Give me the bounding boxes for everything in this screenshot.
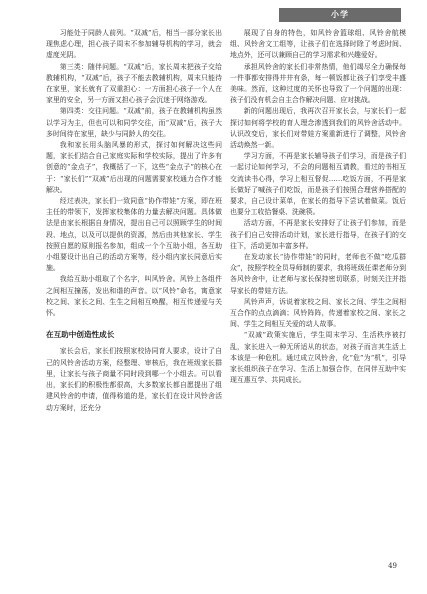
paragraph: 家长会后，家长们按照家校协同育人要求，设计了自己的风铃舍活动方案，经整理、审核后，我在班级家长群里，让家长与孩子商量不同时段到哪一个小组去。可以看出，家长们的积极性都很高，大多数家长都自愿提出了组建风铃舍的申请，值得称道的是，家长们在设计风铃舍活动方案时，还充分 [46,347,222,412]
paragraph: 我给互助小组取了个名字，叫风铃舍。风铃上各组件之间相互撞荡，发出和谐的声音。以“风铃”命名，寓意家校之间、家长之间、生生之间相互唤醒，相互传递爱与关怀。 [46,275,222,318]
section-label: 小学 [279,8,401,22]
section-heading: 在互助中创造性成长 [46,330,115,340]
paragraph: 新的问题出现后，我再次召开家长会，与家长们一起探讨如何将学校的育人理念渗透到我们的风铃舍活动中。认识改变后，家长们对带娃方案重新进行了调整，风铃舍活动焕然一新。 [230,107,406,150]
paragraph: 第四类：交往问题。“双减”前，孩子在教辅机构虽然以学习为主，但也可以和同学交往，而“双减”后，孩子大多时间待在家里，缺少与同龄人的交往。 [46,107,222,138]
left-column [46,28,222,414]
paragraph: 习能处于同龄人前列。“双减”后，相当一部分家长出现焦虑心理，担心孩子周末不参加辅导机构的学习，就会虚度光阴。 [46,29,222,60]
paragraph: “双减”政策实施后，学生周末学习、生活秩序被打乱，家长进入一种无所适从的状态，对孩子而言其生活上本该是一种危机。通过成立风铃舍，化“危”为“机”，引导家长组织孩子在学习、生活上加强合作，在同伴互助中实现互惠互学、共同成长。 [230,331,406,385]
paragraph: 风铃声声，诉说着家校之间、家长之间、学生之间相互合作的点点滴滴；风铃阵阵，传递着家校之间、家长之间、学生之间相互关爱的动人故事。 [230,297,406,329]
paragraph: 活动方面，不再是家长安排好了让孩子们参加，而是孩子们自己安排活动计划，家长进行指导，在孩子们的交往下，活动更加丰富多样。 [230,219,406,250]
paragraph: 我和家长用头脑风暴的形式，探讨如何解决这些问题，家长们结合自己家庭实际和学校实际，提出了许多有创意的“金点子”，我概括了一下，这些“金点子”的核心在于：“家长们”“双减”后出现的问题需要家校通力合作才能解决。 [46,141,222,194]
paragraph: 经过表决，家长们一致同意“协作带娃”方案，即在班主任的带领下，发挥家校集体的力量去解决问题。具体做法是由家长根据自身情况，提出自己可以照顾学生的时间段、地点，以及可以提供的资源，然后由其他家长、学生按照自愿的原则报名参加，组成一个个互助小组，各互助小组要设计出自己的活动方案等，经小组内家长同意后实施。 [46,197,222,273]
right-column [230,28,406,387]
paragraph: 承担风铃舍的家长们非常热情，他们竭尽全力确保每一件事都安排得井井有条，每一顿饭都让孩子们享受丰盛美味。然而，这种过度的关怀也导致了一个问题的出现：孩子们没有机会自主合作解决问题、应对挑战。 [230,62,406,105]
paragraph: 在发动家长“协作带娃”的同时，老师也不做“吃瓜群众”，按照学校全员导师制的要求，我将班级任课老师分到各风铃舍中，让老师与家长保持密切联系，时刻关注并指导家长的带娃方法。 [230,253,406,295]
paragraph: 学习方面，不再是家长辅导孩子们学习，而是孩子们一起讨论如何学习，不会的问题相互请教，看过的书相互交流读书心得，学习上相互督促……吃饭方面，不再是家长做好了喊孩子们吃饭，而是孩子们按照合理营养搭配的要求，自己设计菜单，在家长的指导下尝试着做菜。饭后也要分工收拾餐桌、洗碗筷。 [230,152,406,217]
paragraph: 展现了自身的特色，如风铃舍篮球组、风铃舍航模组、风铃舍文工组等，让孩子们在选择时除了考虑时间、地点外，还可以兼顾自己的学习需求和兴趣爱好。 [230,29,406,60]
paragraph: 第三类：随伴问题。“双减”后，家长周末把孩子交给教辅机构，“双减”后，孩子不能去教辅机构，周末只能待在家里，家长就有了双重担心：一方面担心孩子一个人在家里的安全，另一方面又担心孩子会沉迷于网络游戏。 [46,62,222,105]
page-number: 49 [388,562,397,570]
